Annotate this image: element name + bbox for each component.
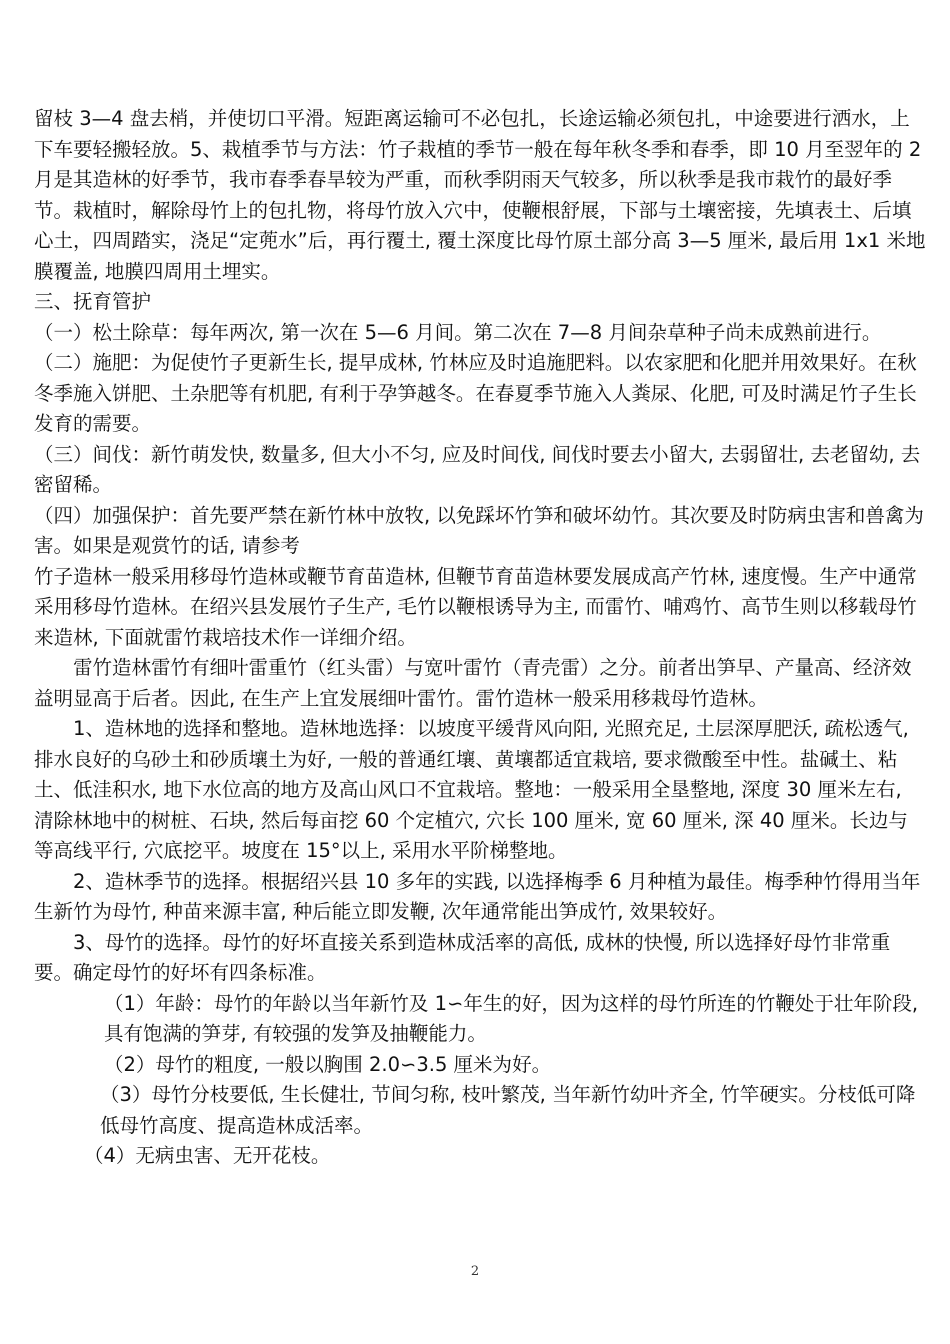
page-number: 2 [470,1264,480,1279]
paragraph-weeding: （一）松土除草：每年两次, 第一次在 5—6 月间。第二次在 7—8 月间杂草种子尚未成熟前进行。 [34,320,882,344]
document-body [34,104,926,1172]
paragraph-mother-bamboo-selection: 3、母竹的选择。母竹的好坏直接关系到造林成活率的高低, 成林的快慢, 所以选择好母竹非常重要。确定母竹的好坏有四条标准。 [34,930,891,984]
paragraph-criterion-health: （4）无病虫害、无开花枝。 [84,1144,331,1167]
paragraph-leizhu-intro: 雷竹造林雷竹有细叶雷重竹（红头雷）与宽叶雷竹（青壳雷）之分。前者出笋早、产量高、经济效益明显高于后者。因此, 在生产上宜发展细叶雷竹。雷竹造林一般采用移栽母竹造林。 [34,656,912,710]
paragraph-criterion-diameter: （2）母竹的粗度, 一般以胸围 2.0∽3.5 厘米为好。 [104,1052,552,1076]
paragraph-afforestation-intro: 竹子造林一般采用移母竹造林或鞭节育苗造林, 但鞭节育苗造林要发展成高产竹林, 速度慢。生产中通常采用移母竹造林。在绍兴县发展竹子生产, 毛竹以鞭根诱导为主, 而雷竹、哺鸡竹、高节生则以移载母竹来造林, 下面就雷竹栽培技术作一详细介绍。 [34,564,917,649]
paragraph-season-selection: 2、造林季节的选择。根据绍兴县 10 多年的实践, 以选择梅季 6 月种植为最佳。梅季种竹得用当年生新竹为母竹, 种苗来源丰富, 种后能立即发鞭, 次年通常能出笋成竹, 效果较好。 [34,869,921,923]
paragraph-planting-method: 留枝 3—4 盘去梢，并使切口平滑。短距离运输可不必包扎，长途运输必须包扎，中途要进行洒水，上下车要轻搬轻放。5、栽植季节与方法：竹子栽植的季节一般在每年秋冬季和春季，即 10 月至翌年的 2 月是其造林的好季节，我市春季春旱较为严重，而秋季阴雨天气较多，所以秋季是我市栽竹的最好季节。栽植时，解除母竹上的包扎物，将母竹放入穴中，使鞭根舒展，下部与土壤密接，先填表土、后填心土，四周踏实，浇足“定蔸水”后，再行覆土, 覆土深度比母竹原土部分高 3—5 厘米, 最后用 1x1 米地膜覆盖, 地膜四周用土埋实。 [34,107,926,283]
paragraph-site-selection: 1、造林地的选择和整地。造林地选择：以坡度平缓背风向阳, 光照充足, 土层深厚肥沃, 疏松透气, 排水良好的乌砂土和砂质壤土为好, 一般的普通红壤、黄壤都适宜栽培, 要求微酸至中性。盐碱土、粘土、低洼积水, 地下水位高的地方及高山风口不宜栽培。整地：一般采用全垦整地, 深度 30 厘米左右, 清除林地中的树桩、石块, 然后每亩挖 60 个定植穴, 穴长 100 厘米, 宽 60 厘米, 深 40 厘米。长边与等高线平行, 穴底挖平。坡度在 15°以上, 采用水平阶梯整地。 [34,717,909,862]
paragraph-thinning: （三）间伐：新竹萌发快, 数量多, 但大小不匀, 应及时间伐, 间伐时要去小留大, 去弱留壮, 去老留幼, 去密留稀。 [34,442,921,496]
paragraph-fertilizing: （二）施肥：为促使竹子更新生长, 提早成林, 竹林应及时追施肥料。以农家肥和化肥并用效果好。在秋冬季施入饼肥、土杂肥等有机肥, 有利于孕笋越冬。在春夏季节施入人粪尿、化肥, 可及时满足竹子生长发育的需要。 [34,351,917,435]
paragraph-protection: （四）加强保护：首先要严禁在新竹林中放牧, 以免踩坏竹笋和破坏幼竹。其次要及时防病虫害和兽禽为害。如果是观赏竹的话, 请参考 [34,503,924,557]
paragraph-criterion-age: （1）年龄：母竹的年龄以当年新竹及 1∽年生的好，因为这样的母竹所连的竹鞭处于壮年阶段, 具有饱满的笋芽, 有较强的发笋及抽鞭能力。 [104,991,919,1045]
paragraph-criterion-branching: （3）母竹分枝要低, 生长健壮, 节间匀称, 枝叶繁茂, 当年新竹幼叶齐全, 竹竿硬实。分枝低可降低母竹高度、提高造林成活率。 [100,1083,916,1137]
section-heading-tending: 三、抚育管护 [34,290,152,313]
